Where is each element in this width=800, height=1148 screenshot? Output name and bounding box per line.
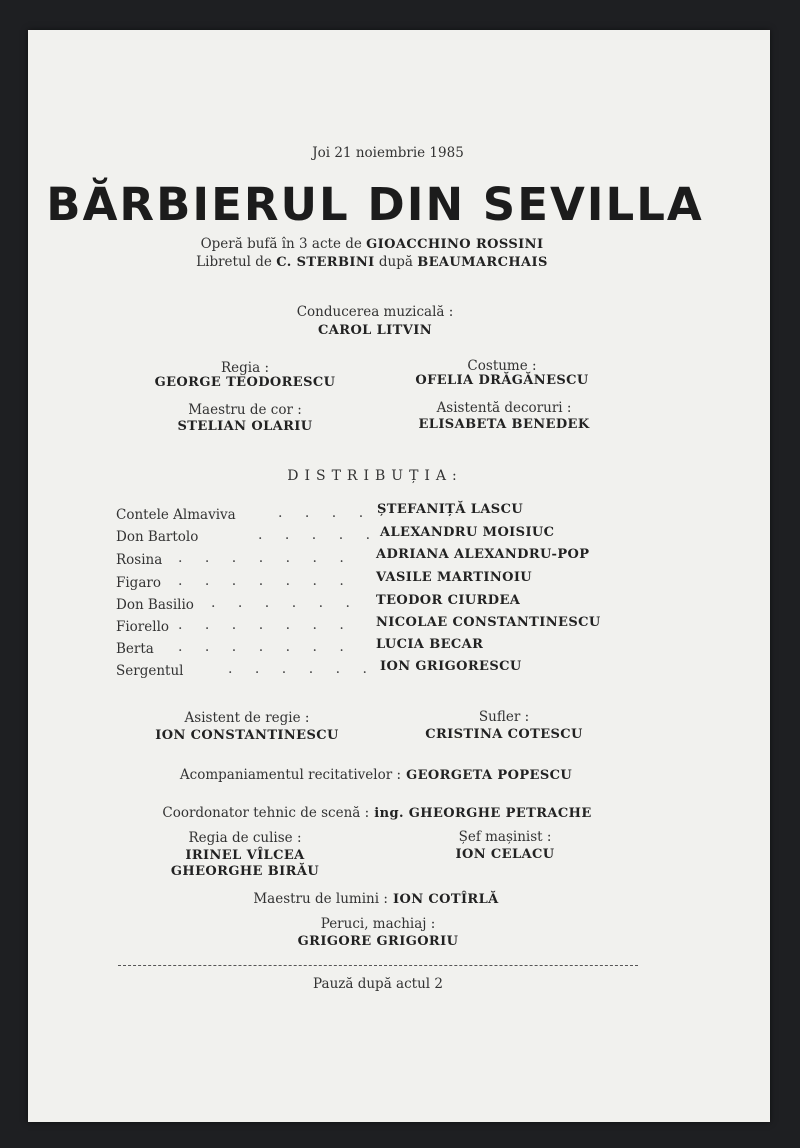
cast-dots: . . . . . . bbox=[228, 661, 376, 677]
cast-role: Contele Almaviva bbox=[116, 507, 236, 523]
cast-role: Berta bbox=[116, 641, 154, 657]
distributia-heading: DISTRIBUȚIA: bbox=[287, 468, 463, 484]
maestru-lumini-name: ION COTÎRLĂ bbox=[392, 892, 499, 907]
dashed-divider bbox=[118, 965, 638, 966]
sufler-label: Sufler : bbox=[478, 709, 530, 725]
acompaniament-line bbox=[180, 764, 572, 783]
conducerea-name: CAROL LITVIN bbox=[318, 323, 432, 338]
maestru-cor-label: Maestru de cor : bbox=[188, 402, 302, 418]
cast-role: Rosina bbox=[116, 552, 163, 568]
cast-actor: NICOLAE CONSTANTINESCU bbox=[376, 615, 601, 630]
cast-dots: . . . . . . . bbox=[178, 573, 353, 589]
subtitle-composer-line bbox=[201, 236, 544, 252]
cast-role: Figaro bbox=[116, 575, 161, 591]
regia-culise-label: Regia de culise : bbox=[188, 830, 302, 846]
regia-culise-name-2: GHEORGHE BIRĂU bbox=[170, 864, 320, 879]
subtitle-librettist-line bbox=[196, 254, 548, 270]
librettist-prefix: Libretul de bbox=[196, 254, 272, 270]
cast-dots: . . . . . . . bbox=[178, 550, 353, 566]
coordonator-line bbox=[162, 802, 591, 821]
cast-role: Don Bartolo bbox=[116, 529, 199, 545]
subtitle-prefix: Operă bufă în 3 acte de bbox=[200, 236, 362, 252]
sef-masinist-label: Șef mașinist : bbox=[458, 829, 552, 845]
coordonator-label: Coordonator tehnic de scenă : bbox=[162, 805, 370, 821]
asistenta-decoruri-name: ELISABETA BENEDEK bbox=[418, 417, 590, 432]
asistenta-decoruri-label: Asistentă decoruri : bbox=[436, 400, 572, 416]
cast-actor: ADRIANA ALEXANDRU-POP bbox=[376, 547, 590, 562]
source-author-name: BEAUMARCHAIS bbox=[417, 255, 548, 270]
regia-culise-name-1: IRINEL VÎLCEA bbox=[185, 848, 305, 863]
asistent-regie-label: Asistent de regie : bbox=[184, 710, 310, 726]
cast-dots: . . . . . . . bbox=[178, 617, 353, 633]
cast-actor: ALEXANDRU MOISIUC bbox=[380, 525, 555, 540]
performance-date: Joi 21 noiembrie 1985 bbox=[312, 145, 464, 161]
acompaniament-label: Acompaniamentul recitativelor : bbox=[179, 767, 402, 783]
peruci-label: Peruci, machiaj : bbox=[320, 916, 436, 932]
maestru-cor-name: STELIAN OLARIU bbox=[177, 419, 313, 434]
maestru-lumini-line bbox=[253, 888, 498, 907]
costume-name: OFELIA DRĂGĂNESCU bbox=[415, 373, 589, 388]
asistent-regie-name: ION CONSTANTINESCU bbox=[155, 728, 339, 743]
cast-dots: . . . . . bbox=[258, 527, 380, 543]
sufler-name: CRISTINA COTESCU bbox=[425, 727, 583, 742]
maestru-lumini-label: Maestru de lumini : bbox=[253, 891, 388, 907]
cast-dots: . . . . . . . bbox=[178, 639, 353, 655]
acompaniament-name: GEORGETA POPESCU bbox=[406, 768, 573, 783]
regia-label: Regia : bbox=[220, 360, 270, 376]
costume-label: Costume : bbox=[467, 358, 537, 374]
cast-dots: . . . . . . bbox=[211, 595, 359, 611]
librettist-mid: după bbox=[378, 254, 413, 270]
program-sheet bbox=[28, 30, 770, 1122]
cast-role: Sergentul bbox=[116, 663, 184, 679]
cast-actor: TEODOR CIURDEA bbox=[376, 593, 521, 608]
cast-actor: LUCIA BECAR bbox=[376, 637, 484, 652]
conducerea-label: Conducerea muzicală : bbox=[296, 304, 454, 320]
cast-actor: ȘTEFANIȚĂ LASCU bbox=[377, 502, 524, 517]
peruci-name: GRIGORE GRIGORIU bbox=[297, 934, 459, 949]
librettist-name: C. STERBINI bbox=[276, 255, 375, 270]
cast-actor: VASILE MARTINOIU bbox=[376, 570, 533, 585]
coordonator-name: ing. GHEORGHE PETRACHE bbox=[374, 806, 592, 821]
composer-name: GIOACCHINO ROSSINI bbox=[366, 237, 544, 252]
cast-role: Fiorello bbox=[116, 619, 170, 635]
sef-masinist-name: ION CELACU bbox=[455, 847, 555, 862]
regia-name: GEORGE TEODORESCU bbox=[154, 375, 336, 390]
cast-actor: ION GRIGORESCU bbox=[380, 659, 522, 674]
opera-title: BĂRBIERUL DIN SEVILLA bbox=[46, 178, 704, 231]
cast-role: Don Basilio bbox=[116, 597, 194, 613]
cast-dots: . . . . bbox=[278, 505, 373, 521]
pauza-note: Pauză după actul 2 bbox=[313, 976, 443, 992]
